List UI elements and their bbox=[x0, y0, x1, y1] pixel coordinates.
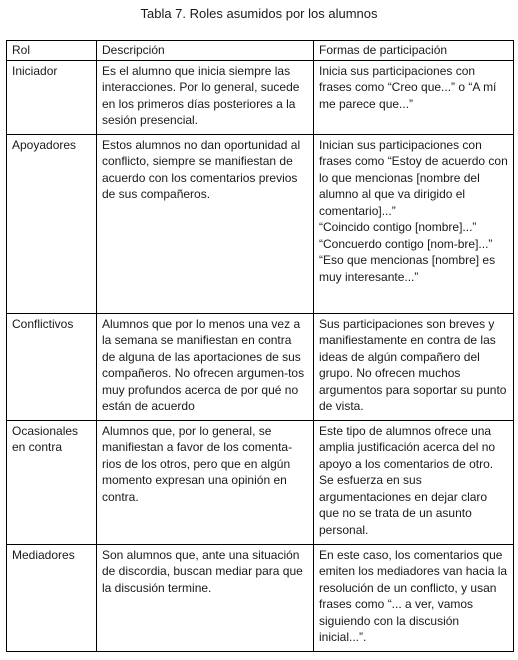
table-header-row bbox=[7, 41, 514, 61]
roles-table bbox=[6, 40, 514, 652]
table-caption: Tabla 7. Roles asumidos por los alumnos bbox=[140, 6, 378, 21]
cell-rol: Conflictivos bbox=[7, 313, 97, 420]
table-row bbox=[7, 313, 514, 420]
table-row bbox=[7, 420, 514, 544]
cell-formas: En este caso, los comentarios que emiten los mediadores van hacia la resolución de un conflicto, y usan frases como “... a ver, vamos siguiendo con la discusión inicial...”. bbox=[314, 544, 514, 651]
cell-formas: Inician sus participaciones con frases como “Estoy de acuerdo con lo que mencionas [nombre del alumno al que va dirigido el comentario]...” “Coincido contigo [nombre]...” “Concuerdo contigo [nom-bre]...” “Eso que mencionas [nombre] es muy interesante...” bbox=[314, 134, 514, 313]
table-row bbox=[7, 60, 514, 134]
header-formas: Formas de participación bbox=[314, 41, 514, 61]
cell-descripcion: Alumnos que, por lo general, se manifiestan a favor de los comenta-rios de los otros, pero que en algún momento expresan una opinión en contra. bbox=[97, 420, 314, 544]
cell-formas: Sus participaciones son breves y manifiestamente en contra de las ideas de algún compañero del grupo. No ofrecen muchos argumentos para soportar su punto de vista. bbox=[314, 313, 514, 420]
table-row bbox=[7, 134, 514, 313]
cell-formas: Este tipo de alumnos ofrece una amplia justificación acerca del no apoyo a los comentarios de otro. Se esfuerza en sus argumentaciones en dejar claro que no se trata de un asunto personal. bbox=[314, 420, 514, 544]
header-descripcion: Descripción bbox=[97, 41, 314, 61]
table-row bbox=[7, 544, 514, 651]
cell-descripcion: Estos alumnos no dan oportunidad al conflicto, siempre se manifiestan de acuerdo con los comentarios previos de sus compañeros. bbox=[97, 134, 314, 313]
cell-rol: Ocasionales en contra bbox=[7, 420, 97, 544]
cell-rol: Mediadores bbox=[7, 544, 97, 651]
cell-rol: Apoyadores bbox=[7, 134, 97, 313]
header-rol: Rol bbox=[7, 41, 97, 61]
cell-descripcion: Es el alumno que inicia siempre las interacciones. Por lo general, sucede en los primeros días posteriores a la sesión presencial. bbox=[97, 60, 314, 134]
cell-formas: Inicia sus participaciones con frases como “Creo que...” o “A mí me parece que...” bbox=[314, 60, 514, 134]
cell-descripcion: Son alumnos que, ante una situación de discordia, buscan mediar para que la discusión termine. bbox=[97, 544, 314, 651]
cell-descripcion: Alumnos que por lo menos una vez a la semana se manifiestan en contra de alguna de las aportaciones de sus compañeros. No ofrecen argumen-tos muy profundos acerca de por qué no están de acuerdo bbox=[97, 313, 314, 420]
cell-rol: Iniciador bbox=[7, 60, 97, 134]
